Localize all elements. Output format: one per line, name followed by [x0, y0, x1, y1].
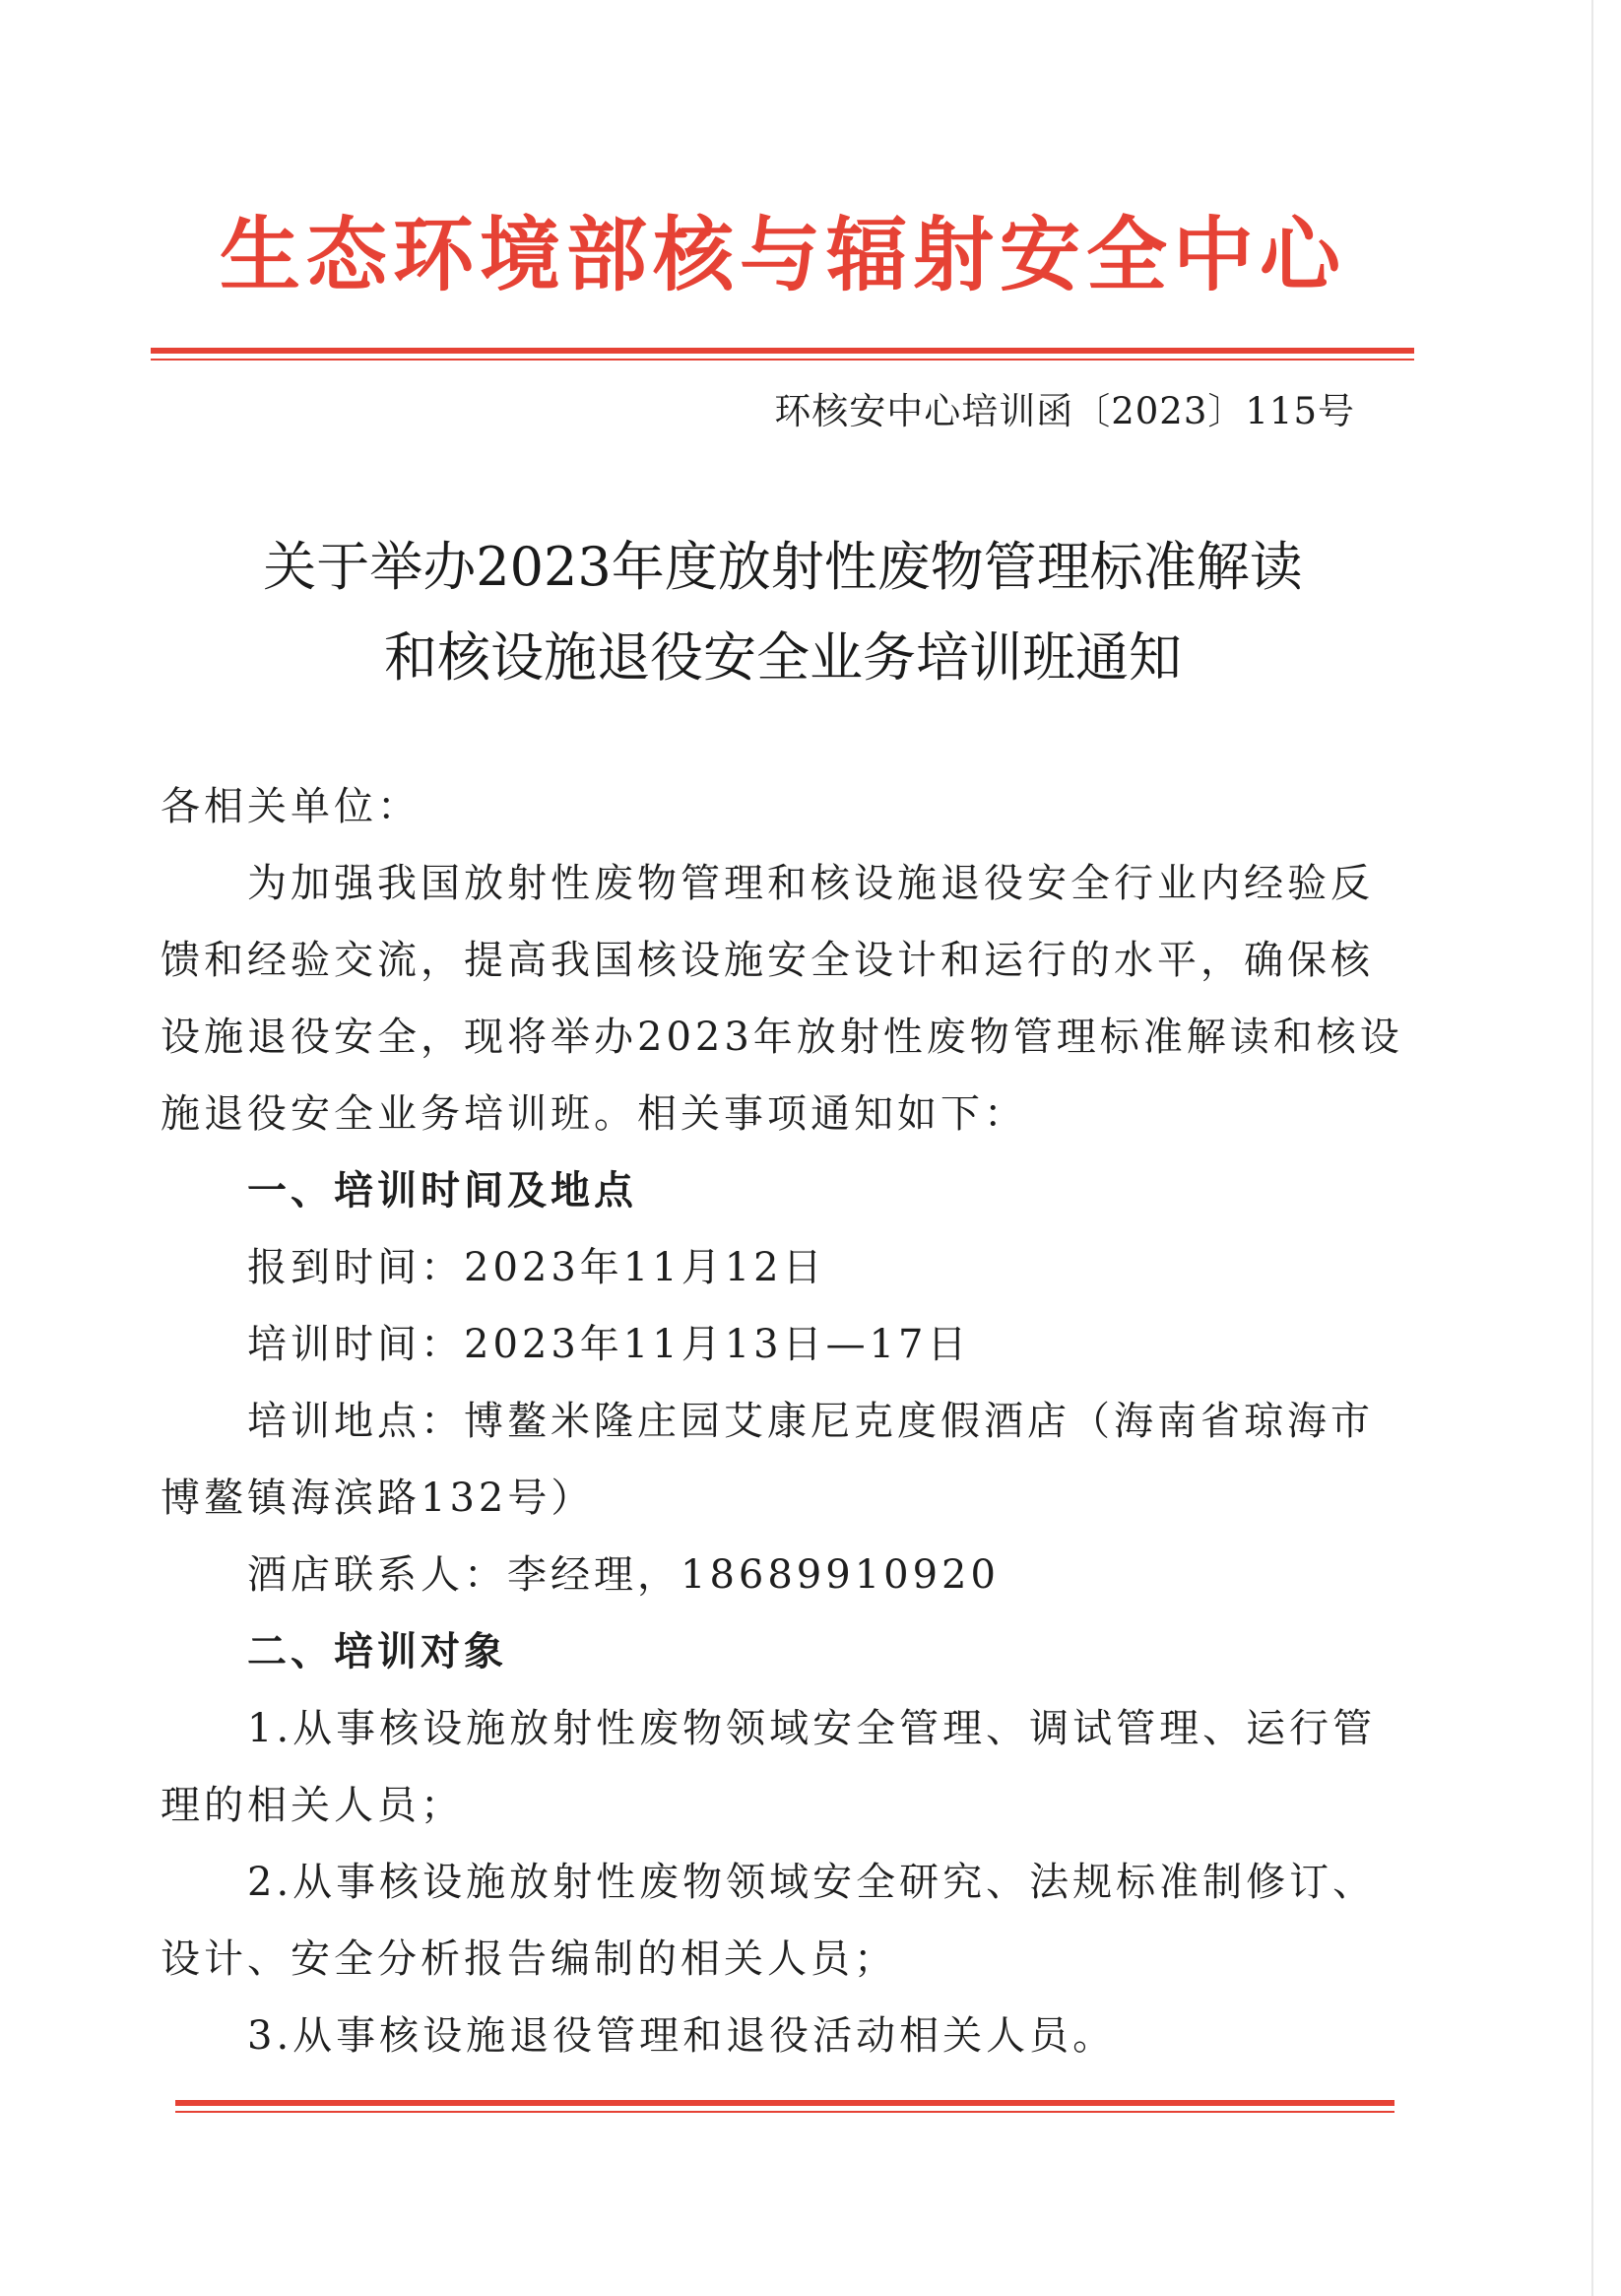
training-location-line-2: 博鳌镇海滨路132号） [161, 1476, 595, 1521]
document-number: 环核安中心培训函〔2023〕115号 [774, 390, 1355, 432]
report-time: 报到时间：2023年11月12日 [247, 1245, 826, 1290]
target-item-3: 3.从事核设施退役管理和退役活动相关人员。 [247, 2013, 1117, 2059]
intro-line-1: 为加强我国放射性废物管理和核设施退役安全行业内经验反 [247, 861, 1374, 906]
target-item-1-line-2: 理的相关人员； [161, 1783, 464, 1828]
salutation: 各相关单位： [161, 784, 421, 829]
training-location-line-1: 培训地点：博鳌米隆庄园艾康尼克度假酒店（海南省琼海市 [247, 1399, 1374, 1444]
scan-edge-line [1591, 0, 1593, 2296]
header-rule-thick [151, 348, 1414, 354]
hotel-contact: 酒店联系人：李经理，18689910920 [247, 1552, 1000, 1598]
footer-rule-thick [175, 2100, 1394, 2106]
target-item-2-line-1: 2.从事核设施放射性废物领域安全研究、法规标准制修订、 [247, 1860, 1377, 1905]
section-2-heading: 二、培训对象 [247, 1629, 507, 1674]
header-rule-thin [151, 359, 1414, 361]
intro-line-2: 馈和经验交流，提高我国核设施安全设计和运行的水平，确保核 [161, 938, 1374, 983]
training-time: 培训时间：2023年11月13日—17日 [247, 1322, 971, 1367]
target-item-1-line-1: 1.从事核设施放射性废物领域安全管理、调试管理、运行管 [247, 1706, 1377, 1751]
document-body [161, 768, 1403, 2074]
section-1-heading: 一、培训时间及地点 [247, 1168, 637, 1214]
title-line-1: 关于举办2023年度放射性废物管理标准解读 [263, 536, 1303, 598]
title-line-2: 和核设施退役安全业务培训班通知 [384, 626, 1182, 689]
document-title [148, 522, 1418, 703]
target-item-2-line-2: 设计、安全分析报告编制的相关人员； [161, 1936, 897, 1982]
footer-rule-thin [175, 2111, 1394, 2113]
organization-header: 生态环境部核与辐射安全中心 [219, 209, 1346, 302]
intro-line-4: 施退役安全业务培训班。相关事项通知如下： [161, 1091, 1027, 1137]
intro-line-3: 设施退役安全，现将举办2023年放射性废物管理标准解读和核设 [161, 1015, 1403, 1060]
